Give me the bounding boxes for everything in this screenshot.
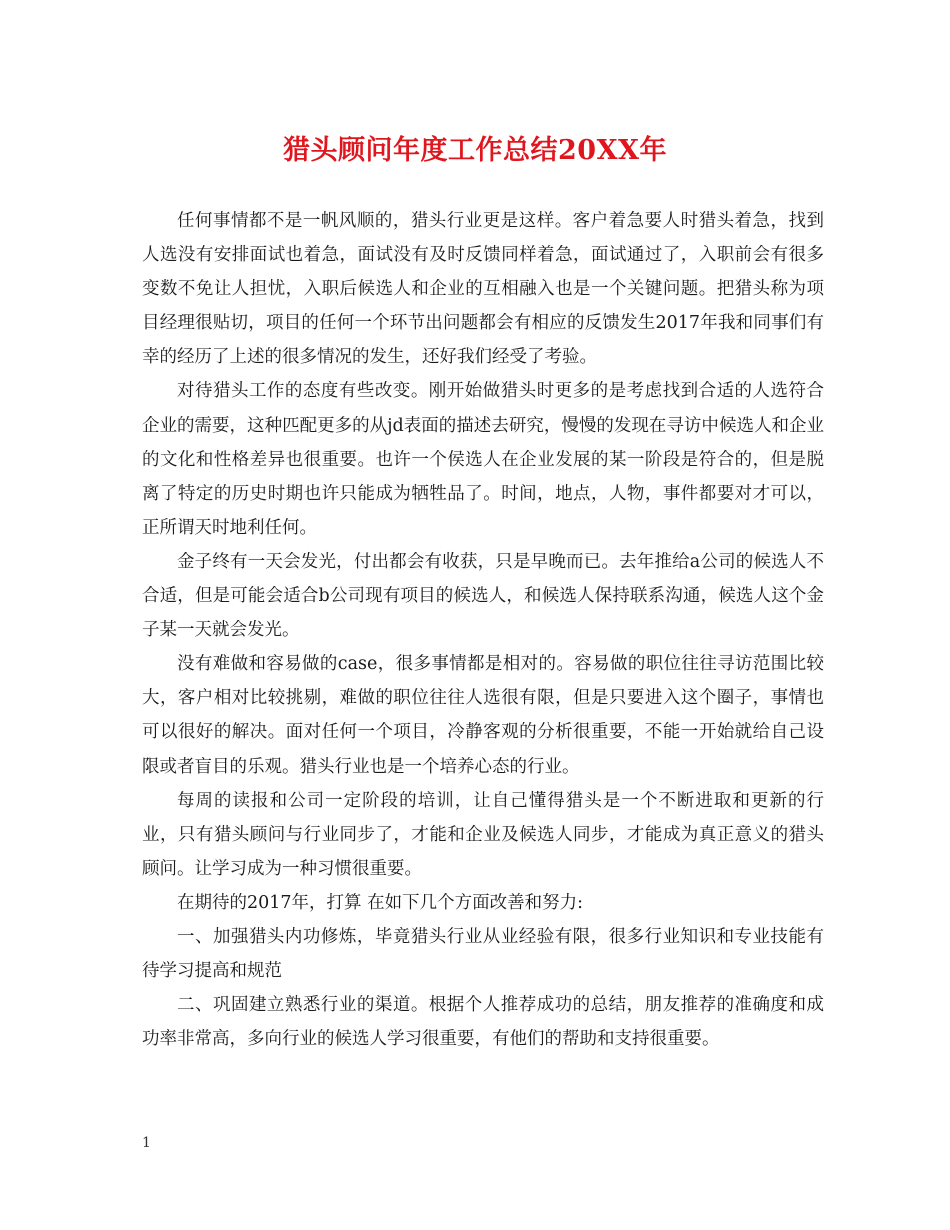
paragraph: 任何事情都不是一帆风顺的，猎头行业更是这样。客户着急要人时猎头着急，找到人选没有安排面试也着急，面试没有及时反馈同样着急，面试通过了，入职前会有很多变数不免让人担忧，入职后候选人和企业的互相融入也是一个关键问题。把猎头称为项目经理很贴切，项目的任何一个环节出问题都会有相应的反馈发生2017年我和同事们有幸的经历了上述的很多情况的发生，还好我们经受了考验。 — [142, 211, 824, 368]
document-body — [142, 204, 824, 1056]
page-number: 1 — [142, 1135, 151, 1151]
paragraph: 在期待的2017年，打算 在如下几个方面改善和努力: — [177, 892, 583, 913]
paragraph: 每周的读报和公司一定阶段的培训，让自己懂得猎头是一个不断进取和更新的行业，只有猎头顾问与行业同步了，才能和企业及候选人同步，才能成为真正意义的猎头顾问。让学习成为一种习惯很重要。 — [142, 790, 824, 879]
paragraph: 一、加强猎头内功修炼，毕竟猎头行业从业经验有限，很多行业知识和专业技能有待学习提高和规范 — [142, 926, 824, 982]
paragraph: 对待猎头工作的态度有些改变。刚开始做猎头时更多的是考虑找到合适的人选符合企业的需要，这种匹配更多的从jd表面的描述去研究，慢慢的发现在寻访中候选人和企业的文化和性格差异也很重要。也许一个侯选人在企业发展的某一阶段是符合的，但是脱离了特定的历史时期也许只能成为牺牲品了。时间，地点，人物，事件都要对才可以，正所谓天时地利任何。 — [142, 381, 824, 538]
paragraph: 金子终有一天会发光，付出都会有收获，只是早晚而已。去年推给a公司的候选人不合适，但是可能会适合b公司现有项目的候选人，和候选人保持联系沟通，候选人这个金子某一天就会发光。 — [142, 551, 824, 641]
paragraph: 二、巩固建立熟悉行业的渠道。根据个人推荐成功的总结，朋友推荐的准确度和成功率非常高，多向行业的候选人学习很重要，有他们的帮助和支持很重要。 — [142, 995, 824, 1050]
paragraph: 没有难做和容易做的case，很多事情都是相对的。容易做的职位往往寻访范围比较大，客户相对比较挑剔，难做的职位往往人选很有限，但是只要进入这个圈子，事情也可以很好的解决。面对任何一个项目，冷静客观的分析很重要，不能一开始就给自己设限或者盲目的乐观。猎头行业也是一个培养心态的行业。 — [142, 654, 824, 777]
document-title: 猎头顾问年度工作总结20XX年 — [283, 135, 667, 166]
